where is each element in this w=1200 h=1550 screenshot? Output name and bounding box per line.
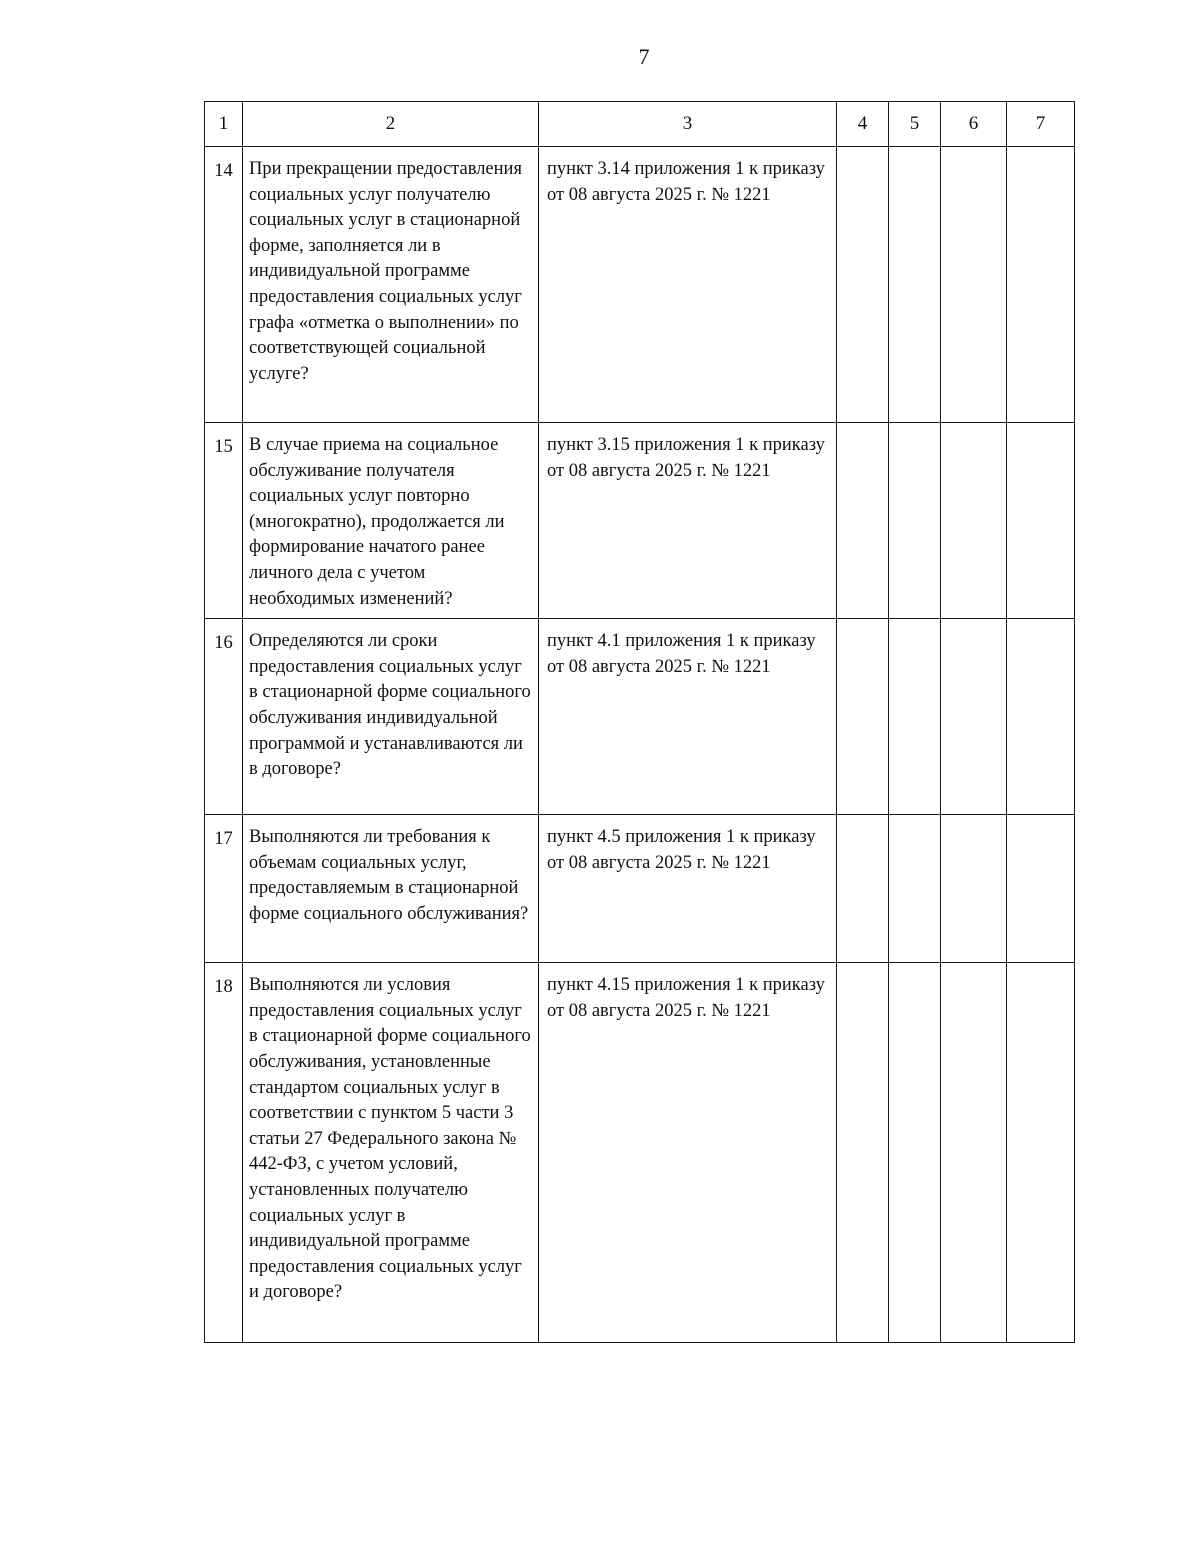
table-row	[205, 815, 1075, 963]
question-text: Определяются ли сроки предоставления социальных услуг в стационарной форме социального обслуживания индивидуальной программой и устанавливаются ли в договоре?	[249, 631, 531, 780]
reference-text: пункт 4.15 приложения 1 к приказу от 08 августа 2025 г. № 1221	[547, 975, 825, 1021]
empty-cell	[941, 815, 1007, 963]
empty-cell	[837, 147, 889, 423]
table-row	[205, 423, 1075, 619]
empty-cell	[941, 619, 1007, 815]
question-cell	[243, 147, 539, 423]
reference-cell	[539, 147, 837, 423]
empty-cell	[941, 147, 1007, 423]
empty-cell	[941, 423, 1007, 619]
reference-text: пункт 4.5 приложения 1 к приказу от 08 августа 2025 г. № 1221	[547, 827, 816, 873]
empty-cell	[1007, 423, 1075, 619]
question-cell	[243, 619, 539, 815]
reference-text: пункт 4.1 приложения 1 к приказу от 08 августа 2025 г. № 1221	[547, 631, 816, 677]
row-number: 15	[205, 423, 243, 619]
table-row	[205, 963, 1075, 1343]
table-row	[205, 619, 1075, 815]
empty-cell	[1007, 619, 1075, 815]
empty-cell	[941, 963, 1007, 1343]
column-header-4: 4	[837, 102, 889, 147]
empty-cell	[837, 423, 889, 619]
reference-cell	[539, 423, 837, 619]
question-text: В случае приема на социальное обслуживание получателя социальных услуг повторно (многократно), продолжается ли формирование начатого ранее личного дела с учетом необходимых изменений?	[249, 435, 505, 609]
checklist-table	[204, 101, 1075, 1343]
empty-cell	[837, 963, 889, 1343]
table-row	[205, 147, 1075, 423]
empty-cell	[889, 963, 941, 1343]
empty-cell	[1007, 815, 1075, 963]
row-number: 18	[205, 963, 243, 1343]
reference-cell	[539, 815, 837, 963]
question-cell	[243, 423, 539, 619]
question-text: Выполняются ли требования к объемам социальных услуг, предоставляемым в стационарной форме социального обслуживания?	[249, 827, 529, 924]
empty-cell	[1007, 147, 1075, 423]
empty-cell	[1007, 963, 1075, 1343]
column-header-1: 1	[205, 102, 243, 147]
question-cell	[243, 963, 539, 1343]
question-text: Выполняются ли условия предоставления социальных услуг в стационарной форме социального обслуживания, установленные стандартом социальных услуг в соответствии с пунктом 5 части 3 статьи 27 Федерального закона № 442-ФЗ, с учетом условий, установленных получателю социальных услуг в индивидуальной программе предоставления социальных услуг и договоре?	[249, 975, 531, 1303]
row-number: 14	[205, 147, 243, 423]
row-number: 16	[205, 619, 243, 815]
empty-cell	[889, 423, 941, 619]
header-row	[205, 102, 1075, 147]
column-header-5: 5	[889, 102, 941, 147]
empty-cell	[889, 147, 941, 423]
reference-cell	[539, 963, 837, 1343]
row-number: 17	[205, 815, 243, 963]
empty-cell	[889, 619, 941, 815]
reference-text: пункт 3.14 приложения 1 к приказу от 08 августа 2025 г. № 1221	[547, 159, 825, 205]
empty-cell	[837, 619, 889, 815]
empty-cell	[889, 815, 941, 963]
column-header-2: 2	[243, 102, 539, 147]
reference-cell	[539, 619, 837, 815]
question-cell	[243, 815, 539, 963]
column-header-3: 3	[539, 102, 837, 147]
column-header-6: 6	[941, 102, 1007, 147]
empty-cell	[837, 815, 889, 963]
reference-text: пункт 3.15 приложения 1 к приказу от 08 августа 2025 г. № 1221	[547, 435, 825, 481]
page-number: 7	[638, 44, 650, 69]
column-header-7: 7	[1007, 102, 1075, 147]
question-text: При прекращении предоставления социальных услуг получателю социальных услуг в стационарной форме, заполняется ли в индивидуальной программе предоставления социальных услуг графа «отметка о выполнении» по соответствующей социальной услуге?	[249, 159, 522, 384]
